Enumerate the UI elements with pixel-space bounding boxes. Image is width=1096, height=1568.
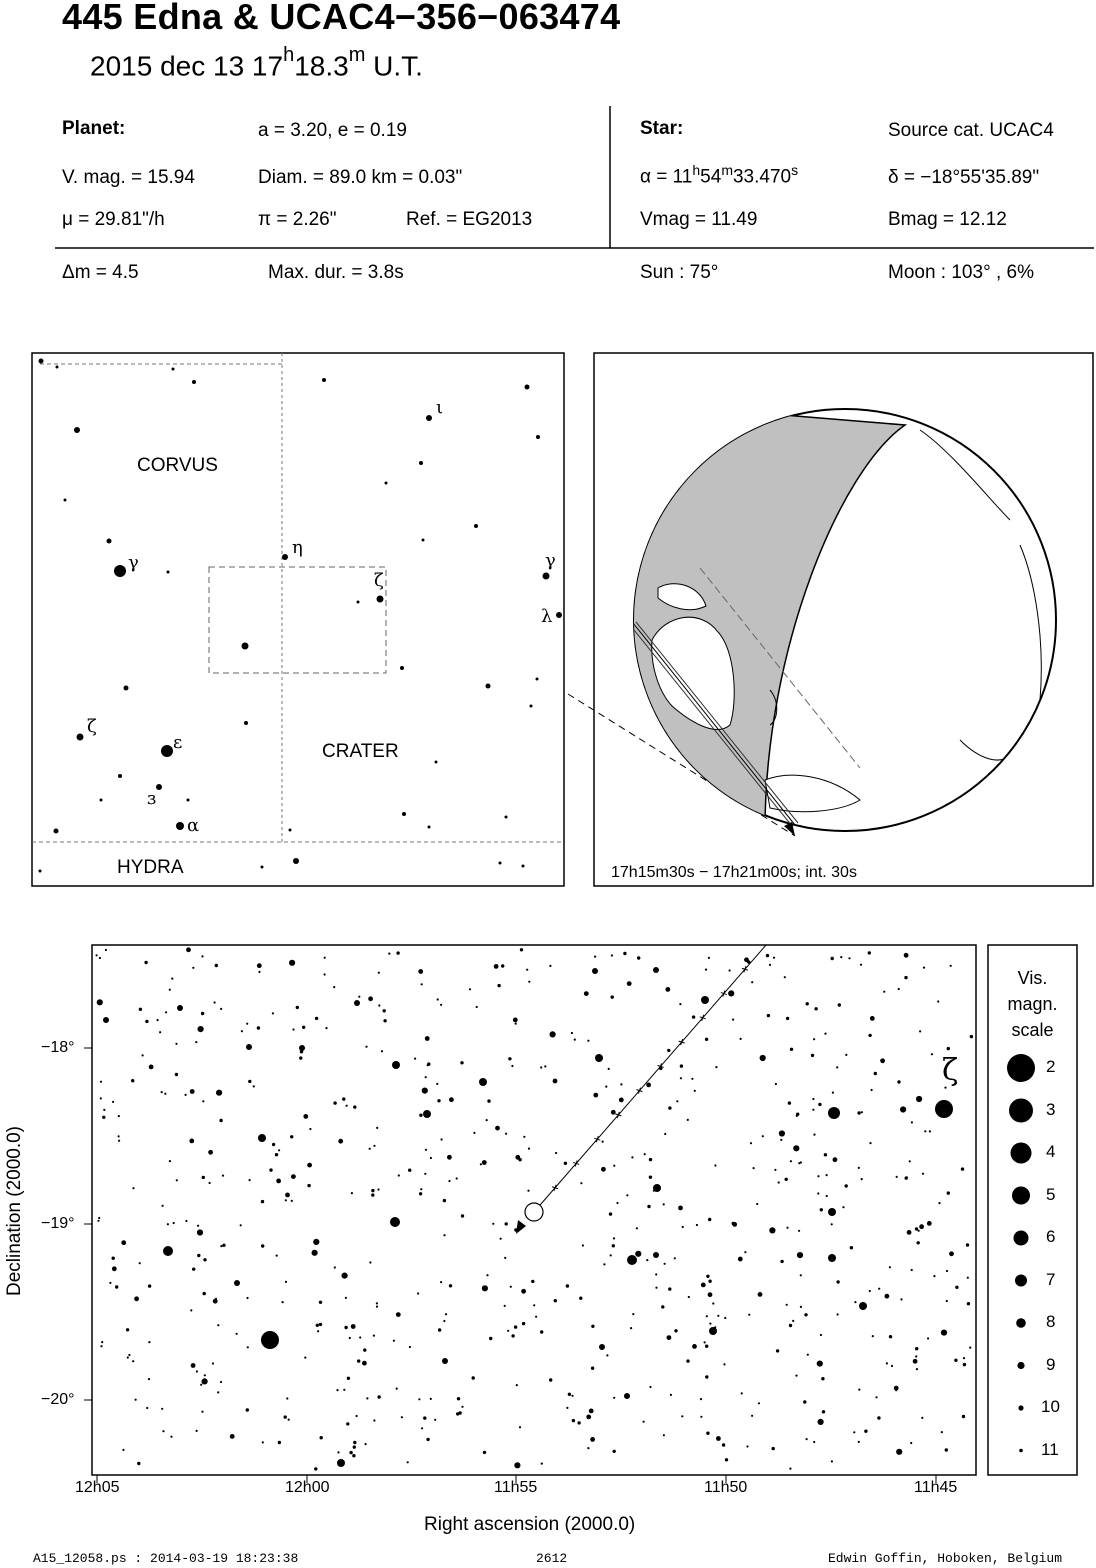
y-tick-label-20: −20° [41,1391,75,1408]
footer-page: 2612 [536,1551,568,1566]
legend-mag-11: 11 [1041,1440,1059,1459]
legend-mag-8: 8 [1046,1312,1056,1331]
star-label-gamma-corvi: γ [128,552,139,573]
sun-elongation: Sun : 75° [640,262,719,283]
planet-label: Planet: [62,118,126,139]
legend-mag-4: 4 [1046,1142,1056,1161]
legend-dot [1007,1054,1035,1082]
legend-title: Vis. magn. scale [1007,968,1058,1040]
y-tick-label-19: −19° [41,1215,75,1232]
star-label-iota: ι [436,397,444,418]
legend-dot [1015,1275,1027,1287]
star-label-gamma-right: γ [545,550,556,571]
star-label-epsilon: ε [173,732,183,753]
star-vmag: Vmag = 11.49 [640,209,758,230]
legend-mag-6: 6 [1046,1227,1056,1246]
legend-dot [1016,1318,1026,1328]
star-alpha: $\alpha = 11^h54^m33.470^s$ [640,162,799,188]
legend-dot [1011,1143,1032,1164]
star-label-zeta-crateris: ζ [374,570,384,591]
footer-file: A15_12058.ps : 2014-03-19 18:23:38 [33,1551,299,1566]
legend-mag-7: 7 [1046,1270,1056,1289]
legend-mag-5: 5 [1046,1185,1056,1204]
max-duration: Max. dur. = 3.8s [268,262,404,283]
page-title: 445 Edna & UCAC4−356−063474 [62,0,621,37]
x-axis-label: Right ascension (2000.0) [424,1514,636,1535]
legend-dot [1009,1099,1033,1123]
delta-mag: Δm = 4.5 [62,262,139,283]
planet-ref: Ref. = EG2013 [406,209,533,230]
legend-mag-2: 2 [1046,1057,1056,1076]
event-datetime: 2015 dec 13 17$^h$18.3$^m$ U.T. [90,44,423,82]
legend-dot [1012,1187,1030,1205]
star-label-zeta-main: ζ [942,1053,959,1088]
constellation-hydra: HYDRA [117,857,184,878]
legend-dot [1017,1362,1024,1369]
star-delta: δ = −18°55'35.89" [888,167,1040,188]
constellation-crater: CRATER [322,741,399,762]
x-tick-label-1200: 12h00 [285,1479,330,1496]
planet-orbit: a = 3.20, e = 0.19 [258,120,407,141]
x-tick-label-1150: 11h50 [704,1479,748,1496]
legend-dot [1018,1405,1023,1410]
legend-dot [1019,1449,1023,1453]
globe-caption: 17h15m30s − 17h21m00s; int. 30s [611,864,857,881]
star-label-epsilon-alt: ɜ [147,788,157,809]
y-tick-label-18: −18° [41,1039,75,1056]
constellation-corvus: CORVUS [137,455,218,476]
star-label-eta: η [292,537,303,558]
planet-diam: Diam. = 89.0 km = 0.03" [258,167,463,188]
star-bmag: Bmag = 12.12 [888,209,1007,230]
star-label-zeta-corvi: ζ [87,716,97,737]
star-source: Source cat. UCAC4 [888,120,1054,141]
legend-mag-9: 9 [1046,1355,1056,1374]
x-tick-label-1155: 11h55 [494,1479,538,1496]
y-axis-label: Declination (2000.0) [4,1125,25,1297]
star-label: Star: [640,118,684,139]
planet-mu: μ = 29.81"/h [62,209,165,230]
planet-vmag: V. mag. = 15.94 [62,167,195,188]
star-label-lambda: λ [541,606,553,627]
x-tick-label-1205: 12h05 [75,1479,120,1496]
x-tick-label-1145: 11h45 [914,1479,958,1496]
footer-author: Edwin Goffin, Hoboken, Belgium [828,1551,1063,1566]
legend-mag-3: 3 [1046,1100,1056,1119]
legend-dot [1014,1231,1029,1246]
star-label-alpha: α [187,815,200,836]
moon-info: Moon : 103° , 6% [888,262,1034,283]
legend-mag-10: 10 [1041,1397,1060,1416]
planet-pi: π = 2.26" [258,209,337,230]
